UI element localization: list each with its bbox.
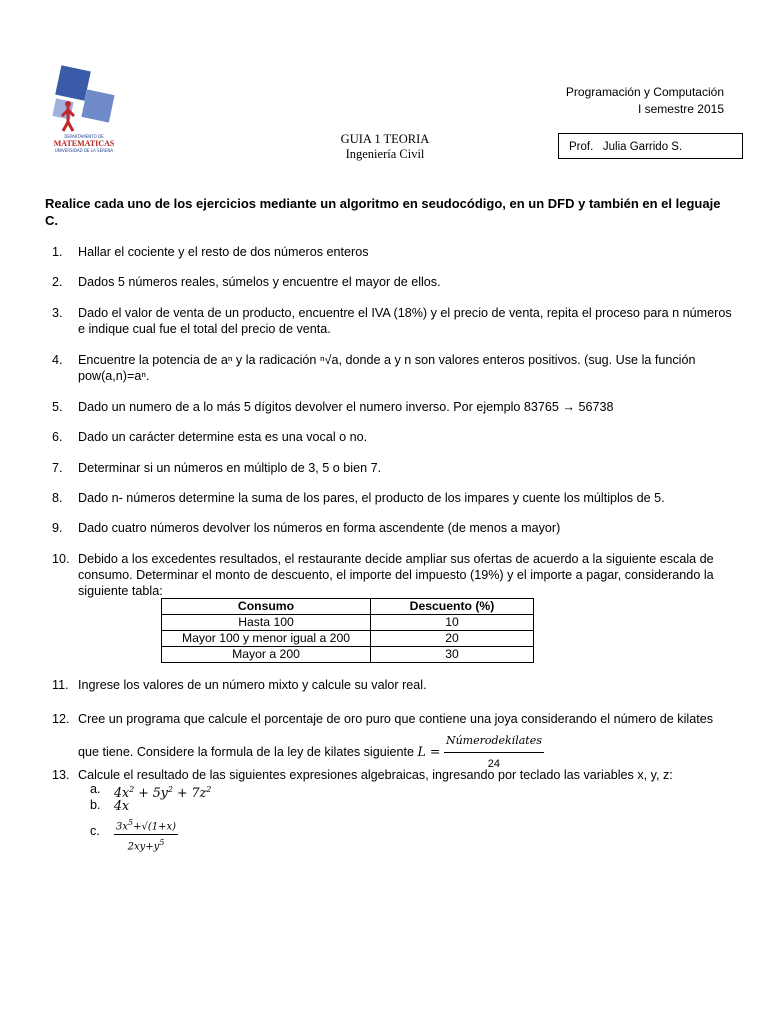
exercise-text: Dado un carácter determine esta es una vocal o no. [78, 430, 368, 444]
exercise-text: Dado cuatro números devolver los números en forma ascendente (de menos a mayor) [78, 521, 561, 535]
exercise-text: Dado n- números determine la suma de los pares, el producto de los impares y cuente los múltiplos de 5. [78, 491, 665, 505]
column-header: Descuento (%) [371, 599, 534, 615]
table-cell: Mayor 100 y menor igual a 200 [162, 631, 371, 647]
exercise-11 [52, 677, 732, 693]
exercise-text: Dado el valor de venta de un producto, encuentre el IVA (18%) y el precio de venta, repita el proceso para n números e indique cual fue el total del precio de venta. [78, 306, 732, 336]
logo-caption-bottom: UNIVERSIDAD DE LA SERENA [54, 148, 114, 153]
table-cell: 20 [371, 631, 534, 647]
exercise-number: 5. [52, 400, 63, 414]
exercise-text: Ingrese los valores de un número mixto y calcule su valor real. [78, 678, 427, 692]
exercise-text-a: Cree un programa que calcule el porcentaje de oro puro que contiene una joya considerando el número de kilates que tiene. Considere la formula de la ley de kilates siguiente [78, 712, 713, 759]
sub-label: c. [90, 824, 100, 838]
exercise-number: 11. [52, 678, 69, 692]
expression-b [90, 798, 129, 813]
prof-label: Prof. [569, 141, 594, 153]
logo-caption-top: DEPARTAMENTO DE [64, 134, 104, 139]
exercise-number: 1. [52, 245, 63, 259]
exercise-number: 3. [52, 306, 63, 320]
logo-caption [48, 134, 120, 153]
exercise-text [78, 352, 732, 384]
exercise-9 [52, 520, 732, 536]
table-row [162, 647, 534, 663]
exercise-text [78, 708, 732, 775]
table-cell: 30 [371, 647, 534, 663]
expression-denominator: $2xy+y^5$ [127, 838, 165, 853]
expression-numerator: $3x^5+√(1+x)$ [114, 815, 178, 835]
exercise-5 [52, 399, 732, 415]
discount-table [161, 598, 534, 663]
expression-body: $4x^2 + 5y^2 + 7z^2$ [114, 785, 212, 801]
exercise-number: 2. [52, 275, 63, 289]
exercise-text-a: Encuentre la potencia de aⁿ y la radicación [78, 353, 320, 367]
table-cell: Hasta 100 [162, 615, 371, 631]
instructions: Realice cada uno de los ejercicios mediante un algoritmo en seudocódigo, en un DFD y también en el leguaje C. [45, 196, 721, 228]
exercise-8 [52, 490, 732, 506]
exercise-13 [52, 767, 732, 783]
exercise-7 [52, 460, 732, 476]
exercise-text: Hallar el cociente y el resto de dos números enteros [78, 245, 369, 259]
exercise-3 [52, 305, 732, 337]
exercise-text: Dados 5 números reales, súmelos y encuentre el mayor de ellos. [78, 275, 441, 289]
table-header-row [162, 599, 534, 615]
exercise-number: 10. [52, 552, 70, 566]
expression-fraction [114, 815, 178, 855]
table-cell: 10 [371, 615, 534, 631]
exercise-1 [52, 244, 732, 260]
exercise-number: 4. [52, 353, 63, 367]
exercise-10 [52, 551, 732, 599]
exercise-number: 13. [52, 768, 70, 782]
guide-title: GUIA 1 TEORIA [340, 132, 430, 146]
exercise-text: Calcule el resultado de las siguientes expresiones algebraicas, ingresando por teclado las variables x, y, z: [78, 768, 673, 782]
exercise-4 [52, 352, 732, 384]
exercise-6 [52, 429, 732, 445]
exercise-number: 8. [52, 491, 63, 505]
exercise-12 [52, 708, 732, 775]
table-row [162, 615, 534, 631]
exercise-text: Determinar si un números en múltiplo de 3, 5 o bien 7. [78, 461, 382, 475]
program-name: Ingeniería Civil [345, 147, 425, 161]
exercise-text: Dado un numero de a lo más 5 dígitos devolver el numero inverso. Por ejemplo 83765 → 56738 [78, 400, 614, 414]
exercise-text-b: , donde a y n son valores enteros positivos. (sug. Use la función pow(a,n)=aⁿ. [78, 353, 696, 383]
exercise-number: 12. [52, 712, 70, 726]
column-header: Consumo [162, 599, 371, 615]
radical-expression: ⁿ√a [319, 353, 339, 367]
guide-header [300, 132, 470, 162]
expression-body: 4x [114, 798, 130, 813]
formula-numerator: Númerodekilates [444, 730, 544, 753]
table-row [162, 631, 534, 647]
formula-lhs: L = [417, 743, 441, 759]
expression-c [90, 815, 178, 855]
sub-label: a. [90, 782, 101, 796]
exercise-number: 7. [52, 461, 63, 475]
semester: I semestre 2015 [637, 102, 724, 116]
sub-label: b. [90, 798, 101, 812]
prof-name: Julia Garrido S. [602, 141, 683, 153]
formula-denominator: 24 [487, 758, 501, 770]
exercise-text: Debido a los excedentes resultados, el restaurante decide ampliar sus ofertas de acuerdo a la siguiente escala de consumo. Determinar el monto de descuento, el importe del impuesto (19%) y el importe a pagar, considerando la siguiente tabla: [78, 552, 714, 598]
exercise-2 [52, 274, 732, 290]
expression-body [114, 815, 178, 855]
exercise-number: 6. [52, 430, 63, 444]
exercise-number: 9. [52, 521, 63, 535]
table-cell: Mayor a 200 [162, 647, 371, 663]
professor-box [558, 133, 743, 159]
course-header [566, 84, 724, 118]
logo-caption-main: MATEMATICAS [53, 139, 115, 148]
course-name: Programación y Computación [565, 85, 724, 99]
